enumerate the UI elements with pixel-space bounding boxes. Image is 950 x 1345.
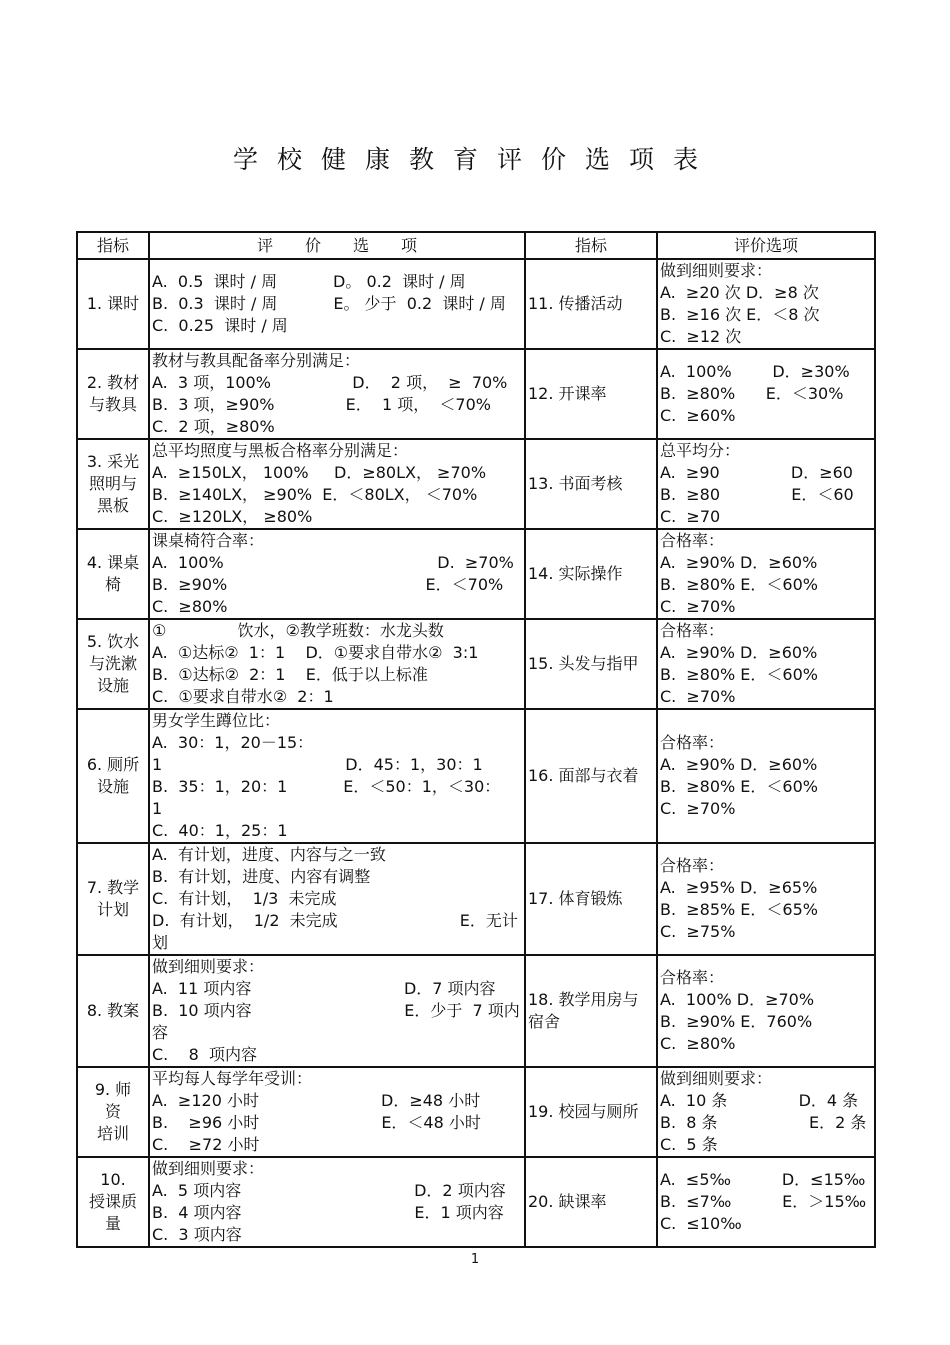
option-line: A. 10 条 D．4 条 (660, 1091, 859, 1110)
option-line: B. ≥80 E．＜60 (660, 485, 854, 504)
table-row (77, 619, 875, 709)
table-header-row (77, 232, 875, 259)
table-row (77, 843, 875, 955)
options-right (657, 1067, 875, 1157)
option-line: B. 10 项内容 E．少于 7 项内 (152, 1001, 520, 1020)
page-number: 1 (470, 1252, 480, 1267)
option-line: 总平均照度与黑板合格率分别满足： (152, 441, 409, 460)
option-line: 男女学生蹲位比： (152, 711, 281, 730)
option-line: C. 0.25 课时 / 周 (152, 316, 288, 335)
option-line: A. ≤5‰ D．≤15‰ (660, 1170, 866, 1189)
option-line: A. ≥95% D．≥65% (660, 878, 818, 897)
indicator-right: 11. 传播活动 (525, 259, 657, 349)
option-line: 总平均分： (660, 441, 741, 460)
option-line: A. 30：1，20－15： (152, 733, 314, 752)
indicator-left: 9. 师 资 培训 (77, 1067, 149, 1157)
options-right (657, 259, 875, 349)
indicator-right: 20. 缺课率 (525, 1157, 657, 1247)
option-line: C. ≥80% (660, 1034, 736, 1053)
options-right (657, 349, 875, 439)
option-line: C. 8 项内容 (152, 1045, 257, 1064)
option-line: A. 100% D. ≥70% (152, 553, 514, 572)
options-left (149, 259, 525, 349)
options-right (657, 439, 875, 529)
indicator-right: 14. 实际操作 (525, 529, 657, 619)
option-line: C. ≥72 小时 (152, 1135, 260, 1154)
option-line: A. 100% D．≥70% (660, 990, 815, 1009)
option-line: B. ≥96 小时 E．＜48 小时 (152, 1113, 481, 1132)
options-left (149, 843, 525, 955)
option-line: A. ≥90 D．≥60 (660, 463, 853, 482)
option-line: B. ≥80% E．＜30% (660, 384, 844, 403)
option-line: ① 饮水，②教学班数：水龙头数 (152, 621, 444, 640)
option-line: C. ≥70 (660, 507, 721, 526)
option-line: 做到细则要求： (660, 261, 773, 280)
indicator-left: 10. 授课质 量 (77, 1157, 149, 1247)
option-line: C. ≥75% (660, 922, 736, 941)
indicator-right: 12. 开课率 (525, 349, 657, 439)
option-line: A. 100% D．≥30% (660, 362, 850, 381)
option-line: 1 (152, 799, 163, 818)
option-line: B. ≥85% E．＜65% (660, 900, 818, 919)
option-line: B. 35：1，20：1 E．＜50：1，＜30： (152, 777, 501, 796)
option-line: B. ≤7‰ E．＞15‰ (660, 1192, 867, 1211)
option-line: A. 5 项内容 D．2 项内容 (152, 1181, 506, 1200)
options-left (149, 439, 525, 529)
options-left (149, 349, 525, 439)
indicator-right: 13. 书面考核 (525, 439, 657, 529)
option-line: A. ≥90% D．≥60% (660, 643, 818, 662)
options-left (149, 1067, 525, 1157)
option-line: A. ≥150LX， 100% D．≥80LX， ≥70% (152, 463, 487, 482)
option-line: B. ≥90% E．760% (660, 1012, 813, 1031)
option-line: C. ≥60% (660, 406, 736, 425)
indicator-left: 8. 教案 (77, 955, 149, 1067)
option-line: 做到细则要求： (152, 957, 265, 976)
option-line: 教材与教具配备率分别满足： (152, 351, 361, 370)
option-line: C. ≥12 次 (660, 327, 742, 346)
option-line: C. 3 项内容 (152, 1225, 242, 1244)
table-row (77, 439, 875, 529)
option-line: A. ≥20 次 D．≥8 次 (660, 283, 819, 302)
option-line: 1 D．45：1，30：1 (152, 755, 483, 774)
indicator-left: 3. 采光 照明与 黑板 (77, 439, 149, 529)
page-title: 学校健康教育评价选项表 (232, 145, 717, 174)
option-line: 做到细则要求： (152, 1159, 265, 1178)
option-line: A. ①达标② 1：1 D．①要求自带水② 3:1 (152, 643, 479, 662)
option-line: 容 (152, 1023, 169, 1042)
option-line: 合格率： (660, 856, 725, 875)
option-line: A. 有计划，进度、内容与之一致 (152, 845, 386, 864)
option-line: A. ≥90% D．≥60% (660, 553, 818, 572)
indicator-right: 15. 头发与指甲 (525, 619, 657, 709)
options-left (149, 955, 525, 1067)
option-line: 做到细则要求： (660, 1069, 773, 1088)
indicator-left: 1. 课时 (77, 259, 149, 349)
options-left (149, 529, 525, 619)
option-line: B. 0.3 课时 / 周 E。 少于 0.2 课时 / 周 (152, 294, 506, 313)
option-line: D. 有计划， 1/2 未完成 E．无计 (152, 911, 518, 930)
option-line: 划 (152, 933, 169, 952)
table-row (77, 259, 875, 349)
option-line: C. 40：1，25：1 (152, 821, 288, 840)
option-line: B. ①达标② 2：1 E．低于以上标准 (152, 665, 428, 684)
options-right (657, 709, 875, 843)
indicator-right: 17. 体育锻炼 (525, 843, 657, 955)
option-line: B. 3 项，≥90% E． 1 项， ＜70% (152, 395, 491, 414)
option-line: 课桌椅符合率： (152, 531, 265, 550)
option-line: A. 0.5 课时 / 周 D。 0.2 课时 / 周 (152, 272, 466, 291)
option-line: B. ≥80% E．＜60% (660, 777, 818, 796)
option-line: 合格率： (660, 733, 725, 752)
option-line: A. 3 项，100% D． 2 项， ≥ 70% (152, 373, 508, 392)
option-line: 合格率： (660, 621, 725, 640)
option-line: C. ≥70% (660, 799, 736, 818)
options-left (149, 709, 525, 843)
header-options-1: 评 价 选 项 (149, 232, 525, 259)
indicator-left: 5. 饮水 与洗漱 设施 (77, 619, 149, 709)
option-line: A. ≥90% D．≥60% (660, 755, 818, 774)
options-right (657, 619, 875, 709)
options-left (149, 1157, 525, 1247)
option-line: C. ≥70% (660, 597, 736, 616)
options-left (149, 619, 525, 709)
option-line: C. ①要求自带水② 2：1 (152, 687, 334, 706)
indicator-left: 7. 教学 计划 (77, 843, 149, 955)
table-row (77, 1067, 875, 1157)
option-line: B. ≥140LX， ≥90% E．＜80LX， ＜70% (152, 485, 478, 504)
option-line: 平均每人每学年受训： (152, 1069, 313, 1088)
option-line: 合格率： (660, 968, 725, 987)
table-row (77, 709, 875, 843)
options-right (657, 1157, 875, 1247)
evaluation-table (76, 231, 876, 1248)
options-right (657, 955, 875, 1067)
table-row (77, 955, 875, 1067)
table-row (77, 349, 875, 439)
indicator-left: 4. 课桌 椅 (77, 529, 149, 619)
option-line: B. 有计划，进度、内容有调整 (152, 867, 371, 886)
table-row (77, 529, 875, 619)
option-line: A. 11 项内容 D．7 项内容 (152, 979, 496, 998)
option-line: B. ≥80% E．＜60% (660, 665, 818, 684)
option-line: C. 2 项，≥80% (152, 417, 275, 436)
indicator-right: 18. 教学用房与 宿舍 (525, 955, 657, 1067)
option-line: B. ≥90% E．＜70% (152, 575, 504, 594)
header-options-2: 评价选项 (657, 232, 875, 259)
option-line: 合格率： (660, 531, 725, 550)
option-line: B. ≥16 次 E．＜8 次 (660, 305, 820, 324)
option-line: A. ≥120 小时 D．≥48 小时 (152, 1091, 481, 1110)
option-line: C. 有计划， 1/3 未完成 (152, 889, 337, 908)
table-row (77, 1157, 875, 1247)
options-right (657, 529, 875, 619)
option-line: C. ≥70% (660, 687, 736, 706)
indicator-left: 6. 厕所 设施 (77, 709, 149, 843)
options-right (657, 843, 875, 955)
option-line: B. 4 项内容 E．1 项内容 (152, 1203, 504, 1222)
header-indicator-1: 指标 (77, 232, 149, 259)
option-line: C. 5 条 (660, 1135, 718, 1154)
indicator-right: 16. 面部与衣着 (525, 709, 657, 843)
table-body (77, 259, 875, 1247)
indicator-right: 19. 校园与厕所 (525, 1067, 657, 1157)
option-line: C. ≥120LX， ≥80% (152, 507, 313, 526)
option-line: B. ≥80% E．＜60% (660, 575, 818, 594)
option-line: B. 8 条 E．2 条 (660, 1113, 867, 1132)
indicator-left: 2. 教材 与教具 (77, 349, 149, 439)
header-indicator-2: 指标 (525, 232, 657, 259)
option-line: C. ≥80% (152, 597, 228, 616)
option-line: C. ≤10‰ (660, 1214, 742, 1233)
